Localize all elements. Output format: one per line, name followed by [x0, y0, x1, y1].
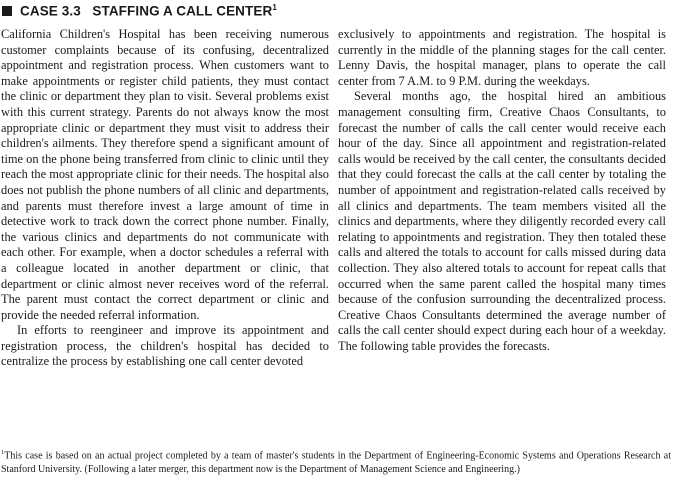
paragraph: Several months ago, the hospital hired an ambitious management consulting firm, Creative Chaos Consultants, to forecast the number of calls the call center would receive each hour of the day. Since all appointment and registration-related calls would be received by the call center, the consultants decided that they could forecast the calls at the call center by totaling the number of appointment and registration-related calls received by all clinics and departments. The team members visited all the clinics and departments, where they diligently recorded every call relating to appointments and registration. They then totaled these calls and altered the totals to account for calls missed during data collection. They also altered totals to account for repeat calls that occurred when the same parent called the hospital many times because of the confusion surrounding the decentralized process. Creative Chaos Consultants determined the average number of calls the call center should expect during each hour of a weekday. The following table provides the forecasts. [338, 89, 666, 353]
footnote-number: 1 [1, 449, 5, 456]
footnote-text: This case is based on an actual project completed by a team of master's students in the Department of Engineering-Economic Systems and Operations Research at Stanford University. (Following a later merger, this department now is the Department of Management Science and Engineering.) [1, 450, 671, 475]
paragraph: In efforts to reengineer and improve its appointment and registration process, the children's hospital has decided to centralize the process by establishing one call center devoted [1, 323, 329, 369]
footnote-marker: 1 [272, 3, 277, 13]
left-column [1, 27, 329, 370]
case-title-text: CASE 3.3 STAFFING A CALL CENTER [20, 3, 273, 19]
right-column [338, 27, 666, 354]
footnote [1, 446, 671, 476]
case-header [2, 2, 277, 20]
section-bullet-square [2, 6, 12, 16]
case-title [20, 3, 277, 19]
paragraph: exclusively to appointments and registration. The hospital is currently in the middle of the planning stages for the call center. Lenny Davis, the hospital manager, plans to operate the call center from 7 A.M. to 9 P.M. during the weekdays. [338, 27, 666, 88]
paragraph: California Children's Hospital has been receiving numerous customer complaints because of its confusing, decentralized appointment and registration process. When customers want to make appointments or register child patients, they must contact the clinic or department they plan to visit. Several problems exist with this current strategy. Parents do not always know the most appropriate clinic or department they must visit to address their children's ailments. They therefore spend a significant amount of time on the phone being transferred from clinic to clinic until they reach the most appropriate clinic for their needs. The hospital also does not publish the phone numbers of all clinic and departments, and parents must therefore invest a large amount of time in detective work to track down the correct phone number. Finally, the various clinics and departments do not communicate with each other. For example, when a doctor schedules a referral with a colleague located in another department or clinic, that department or clinic almost never receives word of the referral. The parent must contact the correct department or clinic and provide the needed referral information. [1, 27, 329, 322]
